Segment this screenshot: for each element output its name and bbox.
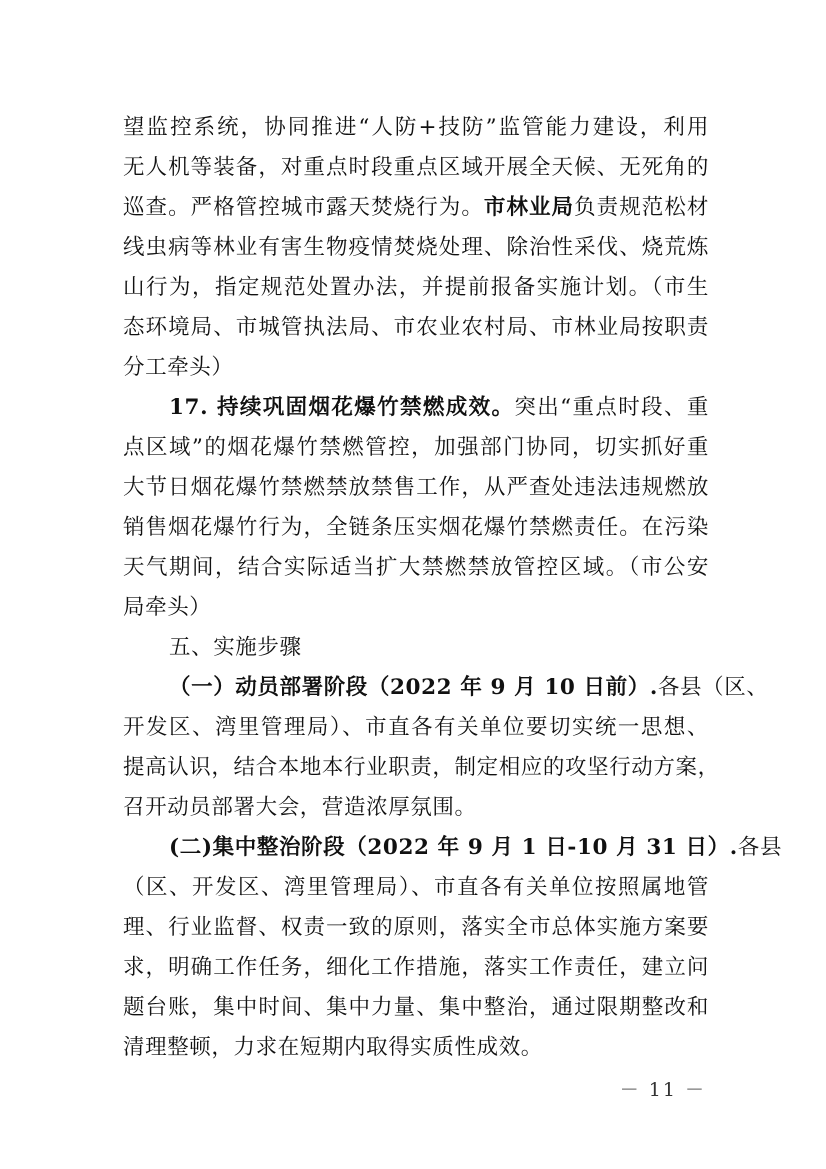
paragraph-stage-1 xyxy=(123,668,769,828)
text-line xyxy=(123,668,769,708)
text-line: 理、行业监督、权责一致的原则，落实全市总体实施方案要 xyxy=(123,915,709,940)
text-line: 线虫病等林业有害生物疫情焚烧处理、除治性采伐、烧荒炼 xyxy=(123,235,709,260)
text-line: 清理整顿，力求在短期内取得实质性成效。 xyxy=(123,1035,543,1060)
text-line: 分工牵头） xyxy=(123,355,234,380)
text-line: 山行为，指定规范处置办法，并提前报备实施计划。（市生 xyxy=(123,275,709,300)
text-line: 点区域”的烟花爆竹禁燃管控，加强部门协同，切实抓好重 xyxy=(123,435,709,460)
text-line: 求，明确工作任务，细化工作措施，落实工作责任，建立问 xyxy=(123,955,709,980)
bold-agency-name: 市林业局 xyxy=(483,195,575,220)
text-line xyxy=(123,828,783,868)
text-line: 局牵头） xyxy=(123,595,212,620)
text-line: 开发区、湾里管理局）、市直各有关单位要切实统一思想、 xyxy=(123,715,709,740)
section-heading xyxy=(123,628,709,668)
stage-heading: (二)集中整治阶段（2022 年 9 月 1 日-10 月 31 日）. xyxy=(169,835,738,860)
document-body xyxy=(123,108,783,1068)
page-number: － 11 － xyxy=(619,1079,706,1101)
text-line: 无人机等装备，对重点时段重点区域开展全天候、无死角的 xyxy=(123,155,709,180)
paragraph-continuation xyxy=(123,108,709,388)
paragraph-item-17 xyxy=(123,388,709,628)
text-line xyxy=(123,188,709,228)
text-line: 望监控系统，协同推进“人防+技防”监管能力建设，利用 xyxy=(123,115,709,140)
text-line: 召开动员部署大会，营造浓厚氛围。 xyxy=(123,795,477,820)
text-line xyxy=(123,388,709,428)
paragraph-stage-2 xyxy=(123,828,783,1068)
section-title: 五、实施步骤 xyxy=(169,635,302,660)
text-segment: 突出“重点时段、重 xyxy=(514,395,709,420)
text-line: 提高认识，结合本地本行业职责，制定相应的攻坚行动方案， xyxy=(123,755,720,780)
stage-heading: （一）动员部署阶段（2022 年 9 月 10 日前）. xyxy=(169,675,658,700)
text-segment: 各县 xyxy=(737,835,783,860)
text-segment: 负责规范松材 xyxy=(574,195,710,220)
text-line: 天气期间，结合实际适当扩大禁燃禁放管控区域。（市公安 xyxy=(123,555,709,580)
text-segment: 巡查。严格管控城市露天焚烧行为。 xyxy=(123,195,484,220)
item-heading: 17. 持续巩固烟花爆竹禁燃成效。 xyxy=(169,395,515,420)
text-line: 态环境局、市城管执法局、市农业农村局、市林业局按职责 xyxy=(123,315,709,340)
text-segment: 各县（区、 xyxy=(657,675,769,700)
text-line: 销售烟花爆竹行为，全链条压实烟花爆竹禁燃责任。在污染 xyxy=(123,515,709,540)
text-line: 题台账，集中时间、集中力量、集中整治，通过限期整改和 xyxy=(123,995,709,1020)
text-line: （区、开发区、湾里管理局）、市直各有关单位按照属地管 xyxy=(123,875,709,900)
text-line: 大节日烟花爆竹禁燃禁放禁售工作，从严查处违法违规燃放 xyxy=(123,475,709,500)
